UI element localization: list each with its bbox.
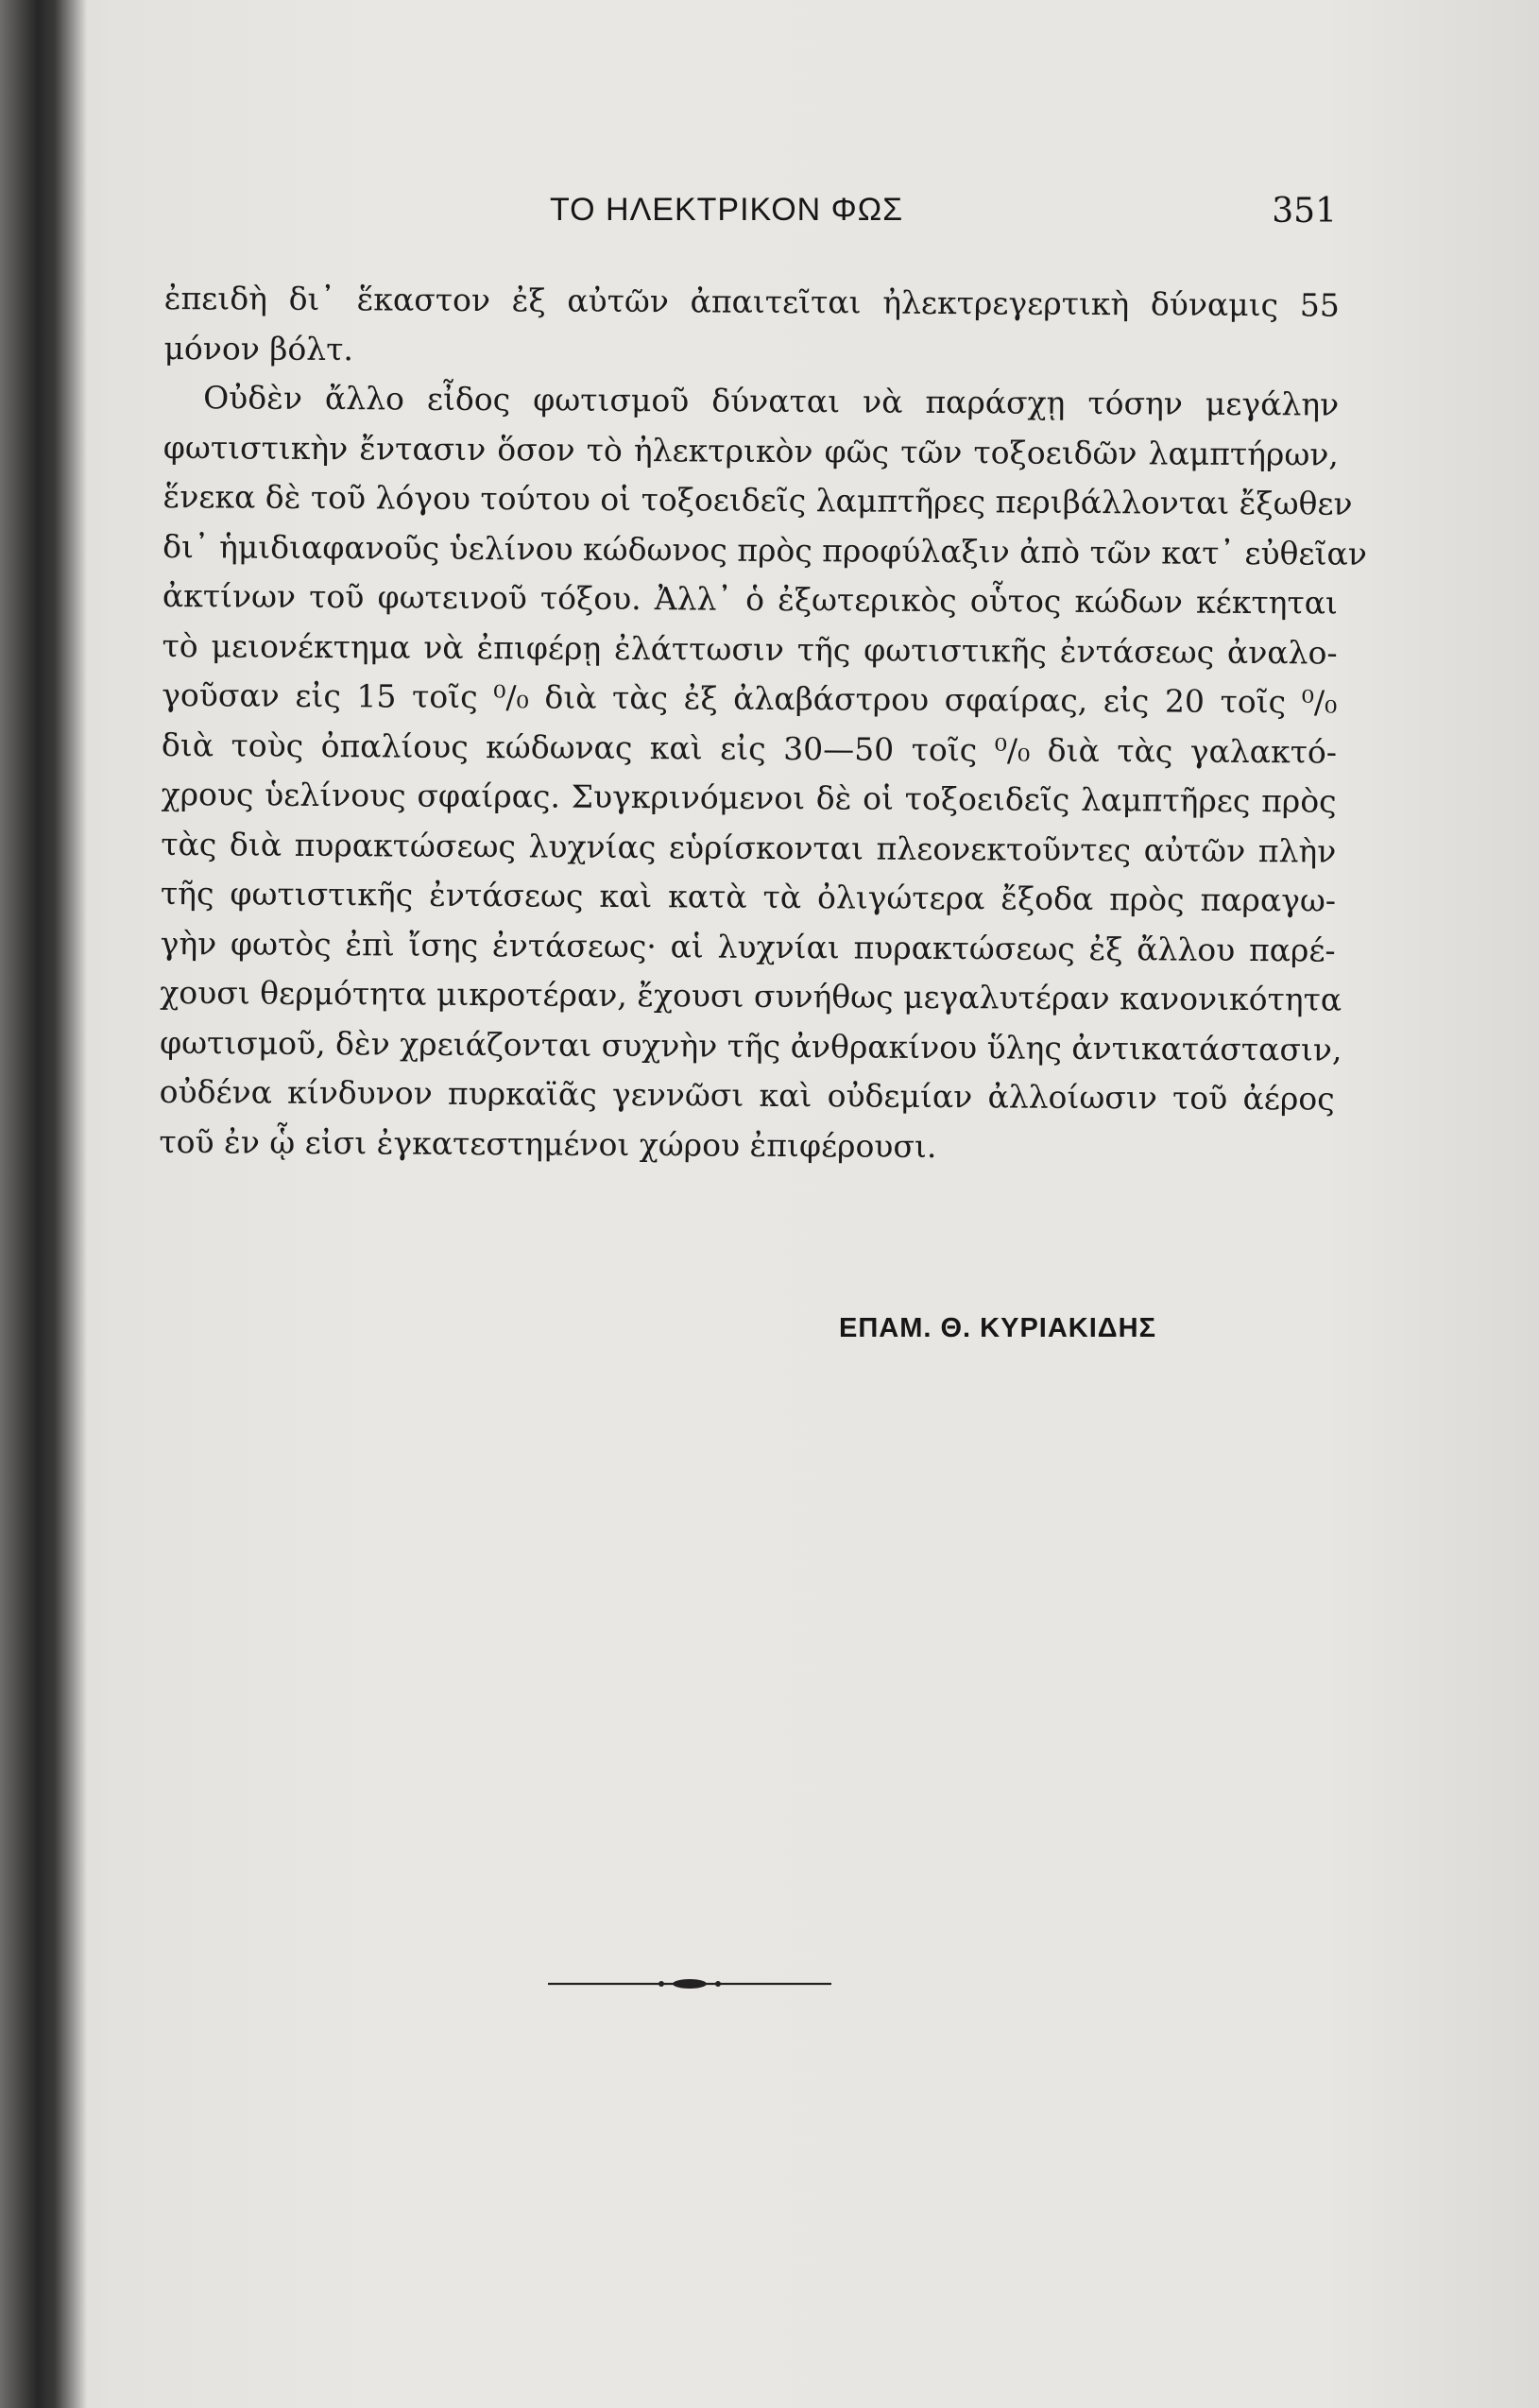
body-text: [159, 274, 1367, 1174]
author-signature: ΕΠΑΜ. Θ. ΚΥΡΙΑΚΙΔΗΣ: [839, 1313, 1156, 1343]
text-line: τοῦ ἐν ᾧ εἰσι ἐγκατεστημένοι χώρου ἐπιφέρουσι.: [159, 1122, 937, 1165]
text-line: χρους ὑελίνους σφαίρας. Συγκρινόμενοι δὲ οἱ τοξοειδεῖς λαμπτῆρες πρὸς: [161, 775, 1337, 820]
binding-shadow: [0, 0, 87, 2408]
text-line: φωτιστικὴν ἔντασιν ὅσον τὸ ἠλεκτρικὸν φῶς τῶν τοξοειδῶν λαμπτήρων,: [162, 428, 1339, 473]
ornament-left-dot: [658, 1981, 664, 1987]
text-line: γὴν φωτὸς ἐπὶ ἴσης ἐντάσεως· αἱ λυχνίαι πυρακτώσεως ἐξ ἄλλου παρέ-: [160, 924, 1336, 969]
text-line: δι᾽ ἡμιδιαφανοῦς ὑελίνου κώδωνος πρὸς προφύλαξιν ἀπὸ τῶν κατ᾽ εὐθεῖαν: [162, 527, 1367, 572]
text-line: γοῦσαν εἰς 15 τοῖς ⁰/₀ διὰ τὰς ἐξ ἀλαβάστρου σφαίρας, εἰς 20 τοῖς ⁰/₀: [162, 675, 1338, 721]
text-line: ἐπειδὴ δι᾽ ἕκαστον ἐξ αὐτῶν ἀπαιτεῖται ἠλεκτρεγερτικὴ δύναμις 55: [163, 279, 1340, 324]
text-line: ἕνεκα δὲ τοῦ λόγου τούτου οἱ τοξοειδεῖς λαμπτῆρες περιβάλλονται ἔξωθεν: [162, 477, 1353, 522]
text-line: χουσι θερμότητα μικροτέραν, ἔχουσι συνήθως μεγαλυτέραν κανονικότητα: [160, 973, 1342, 1018]
page-header: [170, 192, 1337, 248]
text-line: ἀκτίνων τοῦ φωτεινοῦ τόξου. Ἀλλ᾽ ὁ ἐξωτερικὸς οὗτος κώδων κέκτηται: [162, 576, 1339, 622]
text-line: φωτισμοῦ, δὲν χρειάζονται συχνὴν τῆς ἀνθρακίνου ὕλης ἀντικατάστασιν,: [159, 1023, 1342, 1068]
end-ornament-rule: [548, 1977, 831, 1990]
text-line: τὸ μειονέκτημα νὰ ἐπιφέρῃ ἐλάττωσιν τῆς φωτιστικῆς ἐντάσεως ἀναλο-: [162, 626, 1338, 672]
ornament-center-dot: [673, 1979, 707, 1989]
text-line: διὰ τοὺς ὀπαλίους κώδωνας καὶ εἰς 30—50 τοῖς ⁰/₀ διὰ τὰς γαλακτό-: [161, 726, 1338, 771]
text-line: Οὐδὲν ἄλλο εἶδος φωτισμοῦ δύναται νὰ παράσχῃ τόσην μεγάλην: [203, 379, 1340, 423]
page-number: 351: [1272, 192, 1337, 231]
ornament-right-dot: [715, 1981, 721, 1987]
text-line: τῆς φωτιστικῆς ἐντάσεως καὶ κατὰ τὰ ὀλιγώτερα ἔξοδα πρὸς παραγω-: [160, 874, 1337, 919]
text-line: μόνον βόλτ.: [163, 329, 354, 367]
running-title: ΤΟ ΗΛΕΚΤΡΙΚΟΝ ΦΩΣ: [550, 192, 904, 228]
text-line: οὐδένα κίνδυνον πυρκαϊᾶς γεννῶσι καὶ οὐδεμίαν ἀλλοίωσιν τοῦ ἀέρος: [159, 1072, 1335, 1118]
text-line: τὰς διὰ πυρακτώσεως λυχνίας εὑρίσκονται πλεονεκτοῦντες αὐτῶν πλὴν: [161, 825, 1337, 870]
